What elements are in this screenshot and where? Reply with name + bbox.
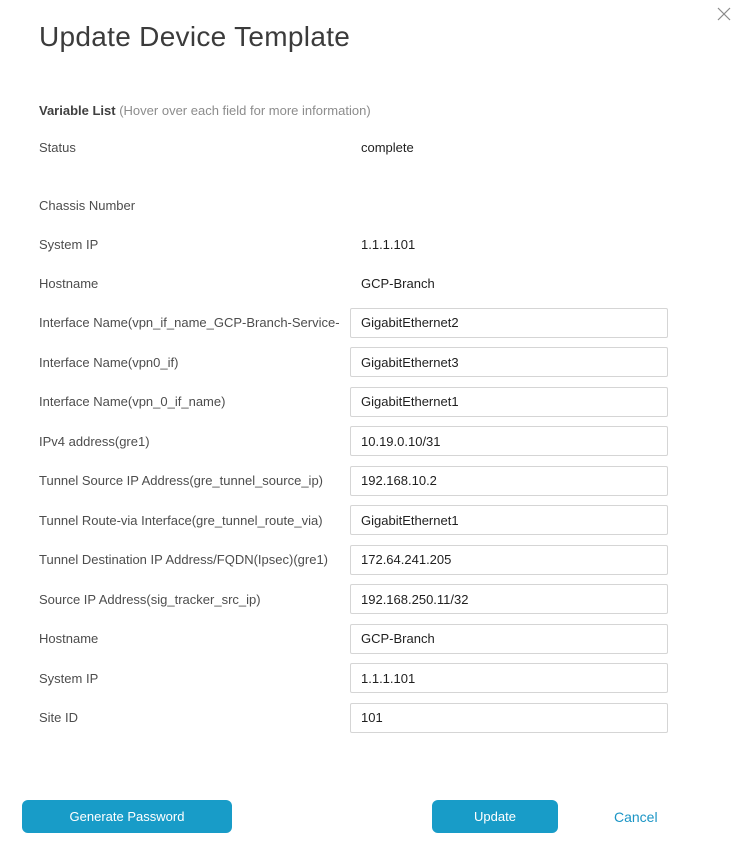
status-value: complete bbox=[361, 140, 414, 155]
input-row bbox=[39, 540, 668, 580]
dialog-footer bbox=[0, 800, 752, 833]
readonly-row-status bbox=[39, 128, 668, 167]
dialog-title: Update Device Template bbox=[39, 21, 351, 52]
field-label: Interface Name(vpn0_if) bbox=[39, 354, 179, 370]
field-label: System IP bbox=[39, 670, 99, 686]
input-interface-name-vpn0-if[interactable] bbox=[350, 347, 668, 377]
field-label: Chassis Number bbox=[39, 198, 136, 213]
field-label: Source IP Address(sig_tracker_src_ip) bbox=[39, 591, 261, 607]
input-tunnel-source-ip[interactable] bbox=[350, 466, 668, 496]
input-tunnel-route-via-interface[interactable] bbox=[350, 505, 668, 535]
input-system-ip[interactable] bbox=[350, 663, 668, 693]
input-hostname[interactable] bbox=[350, 624, 668, 654]
cancel-button[interactable]: Cancel bbox=[614, 809, 658, 825]
readonly-row-system-ip bbox=[39, 225, 668, 264]
variable-list-hint: (Hover over each field for more information) bbox=[119, 103, 371, 118]
field-label: Hostname bbox=[39, 631, 99, 647]
input-interface-name-service-vpn[interactable] bbox=[350, 308, 668, 338]
input-site-id[interactable] bbox=[350, 703, 668, 733]
field-label: Interface Name(vpn_0_if_name) bbox=[39, 394, 226, 410]
input-tunnel-destination-ip[interactable] bbox=[350, 545, 668, 575]
system-ip-value: 1.1.1.101 bbox=[361, 237, 416, 252]
close-icon[interactable] bbox=[715, 5, 733, 23]
update-button[interactable]: Update bbox=[432, 800, 558, 833]
field-label: IPv4 address(gre1) bbox=[39, 433, 150, 449]
field-label: System IP bbox=[39, 237, 99, 252]
variable-list-header bbox=[39, 102, 371, 120]
readonly-row-chassis-number bbox=[39, 186, 668, 225]
field-label: Tunnel Destination IP Address/FQDN(Ipsec)(gre1) bbox=[39, 552, 329, 568]
input-row bbox=[39, 461, 668, 501]
input-ipv4-address-gre1[interactable] bbox=[350, 426, 668, 456]
input-row bbox=[39, 580, 668, 620]
field-label: Site ID bbox=[39, 710, 79, 726]
field-label: Hostname bbox=[39, 276, 99, 291]
input-row bbox=[39, 501, 668, 541]
input-row bbox=[39, 303, 668, 343]
input-row bbox=[39, 422, 668, 462]
field-label: Interface Name(vpn_if_name_GCP-Branch-Service- bbox=[39, 315, 340, 331]
field-label: Tunnel Route-via Interface(gre_tunnel_route_via) bbox=[39, 512, 323, 528]
input-row bbox=[39, 382, 668, 422]
variable-rows bbox=[39, 128, 668, 738]
input-row bbox=[39, 619, 668, 659]
field-label: Status bbox=[39, 140, 76, 155]
input-row bbox=[39, 659, 668, 699]
input-source-ip-address[interactable] bbox=[350, 584, 668, 614]
readonly-row-hostname bbox=[39, 264, 668, 303]
variable-list-heading: Variable List bbox=[39, 103, 116, 118]
field-label: Tunnel Source IP Address(gre_tunnel_source_ip) bbox=[39, 473, 324, 489]
generate-password-button[interactable]: Generate Password bbox=[22, 800, 232, 833]
input-row bbox=[39, 343, 668, 383]
input-interface-name-vpn-0-if-name[interactable] bbox=[350, 387, 668, 417]
input-row bbox=[39, 698, 668, 738]
hostname-value: GCP-Branch bbox=[361, 276, 435, 291]
